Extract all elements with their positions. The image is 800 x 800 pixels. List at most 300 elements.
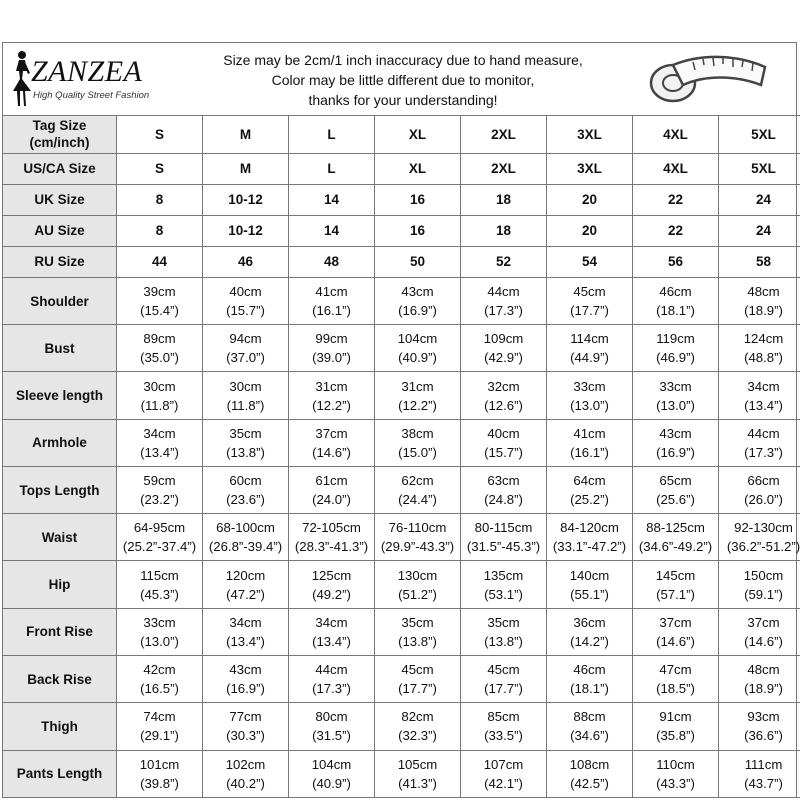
cm-value: 76-110cm — [388, 520, 447, 536]
cm-value: 111cm — [744, 756, 783, 772]
inch-value: (36.2”-51.2”) — [726, 539, 800, 555]
cm-value: 65cm — [659, 473, 692, 489]
cm-value: 33cm — [143, 614, 176, 630]
measurement-row — [3, 277, 800, 324]
inch-value: (12.2”) — [398, 397, 437, 413]
row-label: Tag Size (cm/inch) — [3, 116, 117, 154]
measurement-cell — [203, 561, 289, 608]
inch-value: (32.3”) — [398, 728, 437, 744]
measurement-cell — [719, 703, 800, 750]
cm-value: 108cm — [569, 756, 610, 772]
measurement-row — [3, 514, 800, 561]
inch-value: (39.8”) — [140, 775, 179, 791]
inch-value: (57.1”) — [656, 586, 695, 602]
measurement-cell — [289, 561, 375, 608]
size-cell: 16 — [375, 184, 461, 215]
size-cell: 22 — [633, 184, 719, 215]
measuring-tape-icon — [643, 45, 773, 113]
size-cell: 20 — [547, 184, 633, 215]
size-cell: 2XL — [461, 116, 547, 154]
cm-value: 72-105cm — [302, 520, 361, 536]
inch-value: (17.7”) — [570, 303, 609, 319]
measurement-cell — [203, 372, 289, 419]
inch-value: (39.0”) — [312, 350, 351, 366]
inch-value: (48.8”) — [744, 350, 783, 366]
cm-value: 89cm — [143, 331, 176, 347]
size-cell: 8 — [117, 184, 203, 215]
measurement-row — [3, 656, 800, 703]
inch-value: (43.7”) — [744, 775, 783, 791]
cm-value: 45cm — [487, 662, 520, 678]
measurement-row — [3, 466, 800, 513]
inch-value: (12.6”) — [484, 397, 523, 413]
size-row — [3, 184, 800, 215]
cm-value: 30cm — [143, 378, 176, 394]
cm-value: 66cm — [747, 473, 780, 489]
notice-line: thanks for your understanding! — [308, 92, 498, 108]
cm-value: 36cm — [573, 614, 606, 630]
measurement-cell — [203, 325, 289, 372]
cm-value: 91cm — [659, 709, 692, 725]
size-cell: 18 — [461, 215, 547, 246]
measurement-cell — [547, 750, 633, 797]
inch-value: (12.2”) — [312, 397, 351, 413]
inch-value: (17.3”) — [312, 681, 351, 697]
inch-value: (31.5”-45.3”) — [466, 539, 541, 555]
measurement-cell — [375, 466, 461, 513]
inch-value: (11.8”) — [140, 397, 179, 413]
cm-value: 92-130cm — [734, 520, 793, 536]
measurement-cell — [719, 419, 800, 466]
cm-value: 32cm — [487, 378, 520, 394]
measurement-cell — [289, 608, 375, 655]
inch-value: (24.8”) — [484, 492, 523, 508]
measurement-cell — [375, 514, 461, 561]
measurement-cell — [203, 750, 289, 797]
size-chart-table — [2, 115, 800, 798]
cm-value: 37cm — [315, 425, 348, 441]
size-cell: 56 — [633, 246, 719, 277]
row-label: Shoulder — [3, 277, 117, 324]
measurement-cell — [375, 277, 461, 324]
measurement-cell — [719, 656, 800, 703]
inch-value: (45.3”) — [140, 586, 179, 602]
size-cell: 18 — [461, 184, 547, 215]
size-cell: 48 — [289, 246, 375, 277]
inch-value: (13.0”) — [656, 397, 695, 413]
inch-value: (42.9”) — [484, 350, 523, 366]
cm-value: 44cm — [315, 662, 348, 678]
measurement-cell — [203, 419, 289, 466]
cm-value: 47cm — [659, 662, 692, 678]
inch-value: (18.5”) — [656, 681, 695, 697]
cm-value: 80cm — [315, 709, 348, 725]
cm-value: 63cm — [487, 473, 520, 489]
cm-value: 64-95cm — [133, 520, 186, 536]
measurement-cell — [547, 561, 633, 608]
measurement-row — [3, 419, 800, 466]
cm-value: 30cm — [229, 378, 262, 394]
inch-value: (23.6”) — [226, 492, 265, 508]
inch-value: (11.8”) — [226, 397, 265, 413]
cm-value: 41cm — [315, 284, 348, 300]
measurement-cell — [289, 703, 375, 750]
size-cell: 5XL — [719, 153, 800, 184]
measurement-cell — [375, 561, 461, 608]
inch-value: (16.9”) — [398, 303, 437, 319]
row-label: RU Size — [3, 246, 117, 277]
size-cell: 5XL — [719, 116, 800, 154]
measurement-cell — [633, 372, 719, 419]
cm-value: 41cm — [573, 425, 606, 441]
inch-value: (15.7”) — [226, 303, 265, 319]
inch-value: (34.6”) — [570, 728, 609, 744]
cm-value: 37cm — [659, 614, 692, 630]
inch-value: (13.4”) — [226, 633, 265, 649]
inch-value: (40.2”) — [226, 775, 265, 791]
inch-value: (28.3”-41.3”) — [294, 539, 369, 555]
inch-value: (15.0”) — [398, 444, 437, 460]
cm-value: 35cm — [487, 614, 520, 630]
cm-value: 74cm — [143, 709, 176, 725]
measurement-cell — [117, 561, 203, 608]
inch-value: (51.2”) — [398, 586, 437, 602]
measurement-cell — [203, 514, 289, 561]
size-cell: 24 — [719, 215, 800, 246]
row-label: Hip — [3, 561, 117, 608]
inch-value: (25.6”) — [656, 492, 695, 508]
inch-value: (43.3”) — [656, 775, 695, 791]
measurement-cell — [117, 372, 203, 419]
cm-value: 39cm — [143, 284, 176, 300]
measurement-cell — [375, 656, 461, 703]
measurement-cell — [461, 656, 547, 703]
measurement-cell — [289, 372, 375, 419]
cm-value: 62cm — [401, 473, 434, 489]
inch-value: (13.4”) — [312, 633, 351, 649]
inch-value: (33.1”-47.2”) — [552, 539, 627, 555]
measurement-notice — [193, 50, 613, 110]
inch-value: (46.9”) — [656, 350, 695, 366]
measurement-cell — [719, 466, 800, 513]
size-cell: 20 — [547, 215, 633, 246]
cm-value: 31cm — [315, 378, 348, 394]
measurement-cell — [117, 608, 203, 655]
cm-value: 110cm — [656, 756, 695, 772]
cm-value: 48cm — [747, 284, 780, 300]
inch-value: (13.8”) — [484, 633, 523, 649]
inch-value: (29.9”-43.3”) — [380, 539, 455, 555]
row-label: Armhole — [3, 419, 117, 466]
inch-value: (17.7”) — [484, 681, 523, 697]
measurement-cell — [203, 466, 289, 513]
cm-value: 44cm — [487, 284, 520, 300]
cm-value: 124cm — [743, 331, 784, 347]
measurement-cell — [633, 325, 719, 372]
measurement-cell — [375, 419, 461, 466]
inch-value: (14.6”) — [312, 444, 351, 460]
measurement-cell — [547, 277, 633, 324]
inch-value: (42.5”) — [570, 775, 609, 791]
size-chart-body — [3, 116, 800, 798]
row-label: US/CA Size — [3, 153, 117, 184]
inch-value: (13.4”) — [744, 397, 783, 413]
size-cell: XL — [375, 116, 461, 154]
measurement-cell — [117, 514, 203, 561]
measurement-cell — [633, 608, 719, 655]
inch-value: (40.9”) — [312, 775, 351, 791]
size-cell: 10-12 — [203, 215, 289, 246]
inch-value: (33.5”) — [484, 728, 523, 744]
cm-value: 109cm — [483, 331, 524, 347]
cm-value: 33cm — [659, 378, 692, 394]
measurement-cell — [547, 325, 633, 372]
measurement-cell — [461, 419, 547, 466]
cm-value: 44cm — [747, 425, 780, 441]
inch-value: (14.2”) — [570, 633, 609, 649]
size-cell: 10-12 — [203, 184, 289, 215]
inch-value: (49.2”) — [312, 586, 351, 602]
cm-value: 84-120cm — [560, 520, 619, 536]
cm-value: 64cm — [573, 473, 606, 489]
size-cell: 58 — [719, 246, 800, 277]
inch-value: (26.8”-39.4”) — [208, 539, 283, 555]
measurement-cell — [375, 372, 461, 419]
measurement-cell — [547, 372, 633, 419]
measurement-cell — [117, 703, 203, 750]
measurement-cell — [375, 750, 461, 797]
measurement-cell — [289, 466, 375, 513]
measurement-cell — [289, 750, 375, 797]
inch-value: (25.2”) — [570, 492, 609, 508]
measurement-cell — [203, 608, 289, 655]
measurement-cell — [461, 703, 547, 750]
measurement-cell — [461, 561, 547, 608]
cm-value: 99cm — [315, 331, 348, 347]
measurement-cell — [719, 372, 800, 419]
cm-value: 107cm — [483, 756, 524, 772]
inch-value: (13.0”) — [570, 397, 609, 413]
row-label: Waist — [3, 514, 117, 561]
inch-value: (35.0”) — [140, 350, 179, 366]
measurement-cell — [117, 750, 203, 797]
measurement-cell — [117, 277, 203, 324]
inch-value: (59.1”) — [744, 586, 783, 602]
measurement-row — [3, 372, 800, 419]
cm-value: 102cm — [225, 756, 266, 772]
cm-value: 46cm — [659, 284, 692, 300]
cm-value: 48cm — [747, 662, 780, 678]
measurement-cell — [461, 466, 547, 513]
inch-value: (24.0”) — [312, 492, 351, 508]
inch-value: (16.9”) — [656, 444, 695, 460]
row-label: Tops Length — [3, 466, 117, 513]
size-cell: 16 — [375, 215, 461, 246]
measurement-cell — [719, 608, 800, 655]
inch-value: (15.7”) — [484, 444, 523, 460]
inch-value: (35.8”) — [656, 728, 695, 744]
inch-value: (47.2”) — [226, 586, 265, 602]
size-cell: 54 — [547, 246, 633, 277]
brand-tagline: High Quality Street Fashion — [33, 90, 150, 101]
inch-value: (37.0”) — [226, 350, 265, 366]
measurement-cell — [719, 750, 800, 797]
measurement-cell — [461, 750, 547, 797]
size-cell: M — [203, 153, 289, 184]
cm-value: 40cm — [487, 425, 520, 441]
row-label: Pants Length — [3, 750, 117, 797]
inch-value: (44.9”) — [570, 350, 609, 366]
size-cell: 46 — [203, 246, 289, 277]
inch-value: (13.4”) — [140, 444, 179, 460]
cm-value: 45cm — [573, 284, 606, 300]
row-label: Thigh — [3, 703, 117, 750]
size-row — [3, 246, 800, 277]
measurement-cell — [289, 325, 375, 372]
inch-value: (17.3”) — [744, 444, 783, 460]
woman-silhouette-icon — [9, 49, 33, 109]
cm-value: 43cm — [229, 662, 262, 678]
measurement-cell — [719, 561, 800, 608]
cm-value: 80-115cm — [474, 520, 533, 536]
size-cell: 8 — [117, 215, 203, 246]
inch-value: (14.6”) — [656, 633, 695, 649]
measurement-row — [3, 703, 800, 750]
size-cell: 24 — [719, 184, 800, 215]
inch-value: (13.0”) — [140, 633, 179, 649]
inch-value: (30.3”) — [226, 728, 265, 744]
inch-value: (40.9”) — [398, 350, 437, 366]
cm-value: 105cm — [397, 756, 438, 772]
row-label: Bust — [3, 325, 117, 372]
size-cell: 44 — [117, 246, 203, 277]
size-cell: L — [289, 153, 375, 184]
measurement-row — [3, 325, 800, 372]
cm-value: 145cm — [655, 567, 696, 583]
cm-value: 31cm — [401, 378, 434, 394]
inch-value: (42.1”) — [484, 775, 523, 791]
cm-value: 88cm — [573, 709, 606, 725]
cm-value: 104cm — [397, 331, 438, 347]
cm-value: 34cm — [229, 614, 262, 630]
cm-value: 45cm — [401, 662, 434, 678]
inch-value: (23.2”) — [140, 492, 179, 508]
measurement-cell — [203, 656, 289, 703]
row-label: Front Rise — [3, 608, 117, 655]
measurement-cell — [117, 656, 203, 703]
size-cell: 3XL — [547, 116, 633, 154]
brand-name: ZANZEA — [31, 55, 143, 88]
size-row — [3, 215, 800, 246]
inch-value: (16.9”) — [226, 681, 265, 697]
measurement-cell — [117, 466, 203, 513]
measurement-cell — [633, 750, 719, 797]
measurement-cell — [203, 703, 289, 750]
measurement-cell — [375, 703, 461, 750]
cm-value: 35cm — [229, 425, 262, 441]
cm-value: 82cm — [401, 709, 434, 725]
measurement-cell — [633, 466, 719, 513]
row-label: AU Size — [3, 215, 117, 246]
cm-value: 61cm — [315, 473, 348, 489]
measurement-row — [3, 561, 800, 608]
measurement-cell — [547, 703, 633, 750]
cm-value: 85cm — [487, 709, 520, 725]
cm-value: 125cm — [311, 567, 352, 583]
measurement-cell — [461, 325, 547, 372]
measurement-cell — [633, 703, 719, 750]
cm-value: 114cm — [570, 331, 609, 347]
inch-value: (24.4”) — [398, 492, 437, 508]
size-cell: 50 — [375, 246, 461, 277]
cm-value: 33cm — [573, 378, 606, 394]
inch-value: (18.1”) — [570, 681, 609, 697]
cm-value: 150cm — [743, 567, 784, 583]
measurement-cell — [289, 277, 375, 324]
brand-logo — [3, 43, 183, 115]
cm-value: 43cm — [659, 425, 692, 441]
inch-value: (18.9”) — [744, 681, 783, 697]
cm-value: 140cm — [569, 567, 610, 583]
measurement-cell — [547, 466, 633, 513]
measurement-cell — [461, 277, 547, 324]
measurement-cell — [117, 419, 203, 466]
row-label: UK Size — [3, 184, 117, 215]
measurement-cell — [461, 514, 547, 561]
inch-value: (53.1”) — [484, 586, 523, 602]
inch-value: (31.5”) — [312, 728, 351, 744]
measurement-cell — [633, 656, 719, 703]
cm-value: 46cm — [573, 662, 606, 678]
inch-value: (55.1”) — [570, 586, 609, 602]
measurement-cell — [719, 325, 800, 372]
measurement-cell — [375, 608, 461, 655]
measurement-cell — [117, 325, 203, 372]
measurement-cell — [289, 514, 375, 561]
size-cell: 14 — [289, 215, 375, 246]
size-cell: 22 — [633, 215, 719, 246]
cm-value: 34cm — [143, 425, 176, 441]
size-cell: XL — [375, 153, 461, 184]
measurement-cell — [719, 514, 800, 561]
cm-value: 77cm — [229, 709, 262, 725]
cm-value: 130cm — [397, 567, 438, 583]
inch-value: (16.1”) — [312, 303, 351, 319]
measurement-cell — [547, 419, 633, 466]
cm-value: 104cm — [311, 756, 352, 772]
inch-value: (25.2”-37.4”) — [122, 539, 197, 555]
cm-value: 59cm — [143, 473, 176, 489]
measurement-cell — [289, 419, 375, 466]
inch-value: (17.3”) — [484, 303, 523, 319]
notice-line: Color may be little different due to monitor, — [271, 72, 535, 88]
cm-value: 40cm — [229, 284, 262, 300]
cm-value: 120cm — [225, 567, 266, 583]
cm-value: 119cm — [656, 331, 695, 347]
measurement-cell — [633, 419, 719, 466]
inch-value: (34.6”-49.2”) — [638, 539, 713, 555]
size-cell: 14 — [289, 184, 375, 215]
notice-line: Size may be 2cm/1 inch inaccuracy due to hand measure, — [223, 52, 583, 68]
inch-value: (13.8”) — [398, 633, 437, 649]
cm-value: 101cm — [139, 756, 180, 772]
cm-value: 37cm — [747, 614, 780, 630]
measurement-cell — [719, 277, 800, 324]
measurement-cell — [547, 514, 633, 561]
cm-value: 115cm — [140, 567, 179, 583]
row-label: Sleeve length — [3, 372, 117, 419]
inch-value: (41.3”) — [398, 775, 437, 791]
